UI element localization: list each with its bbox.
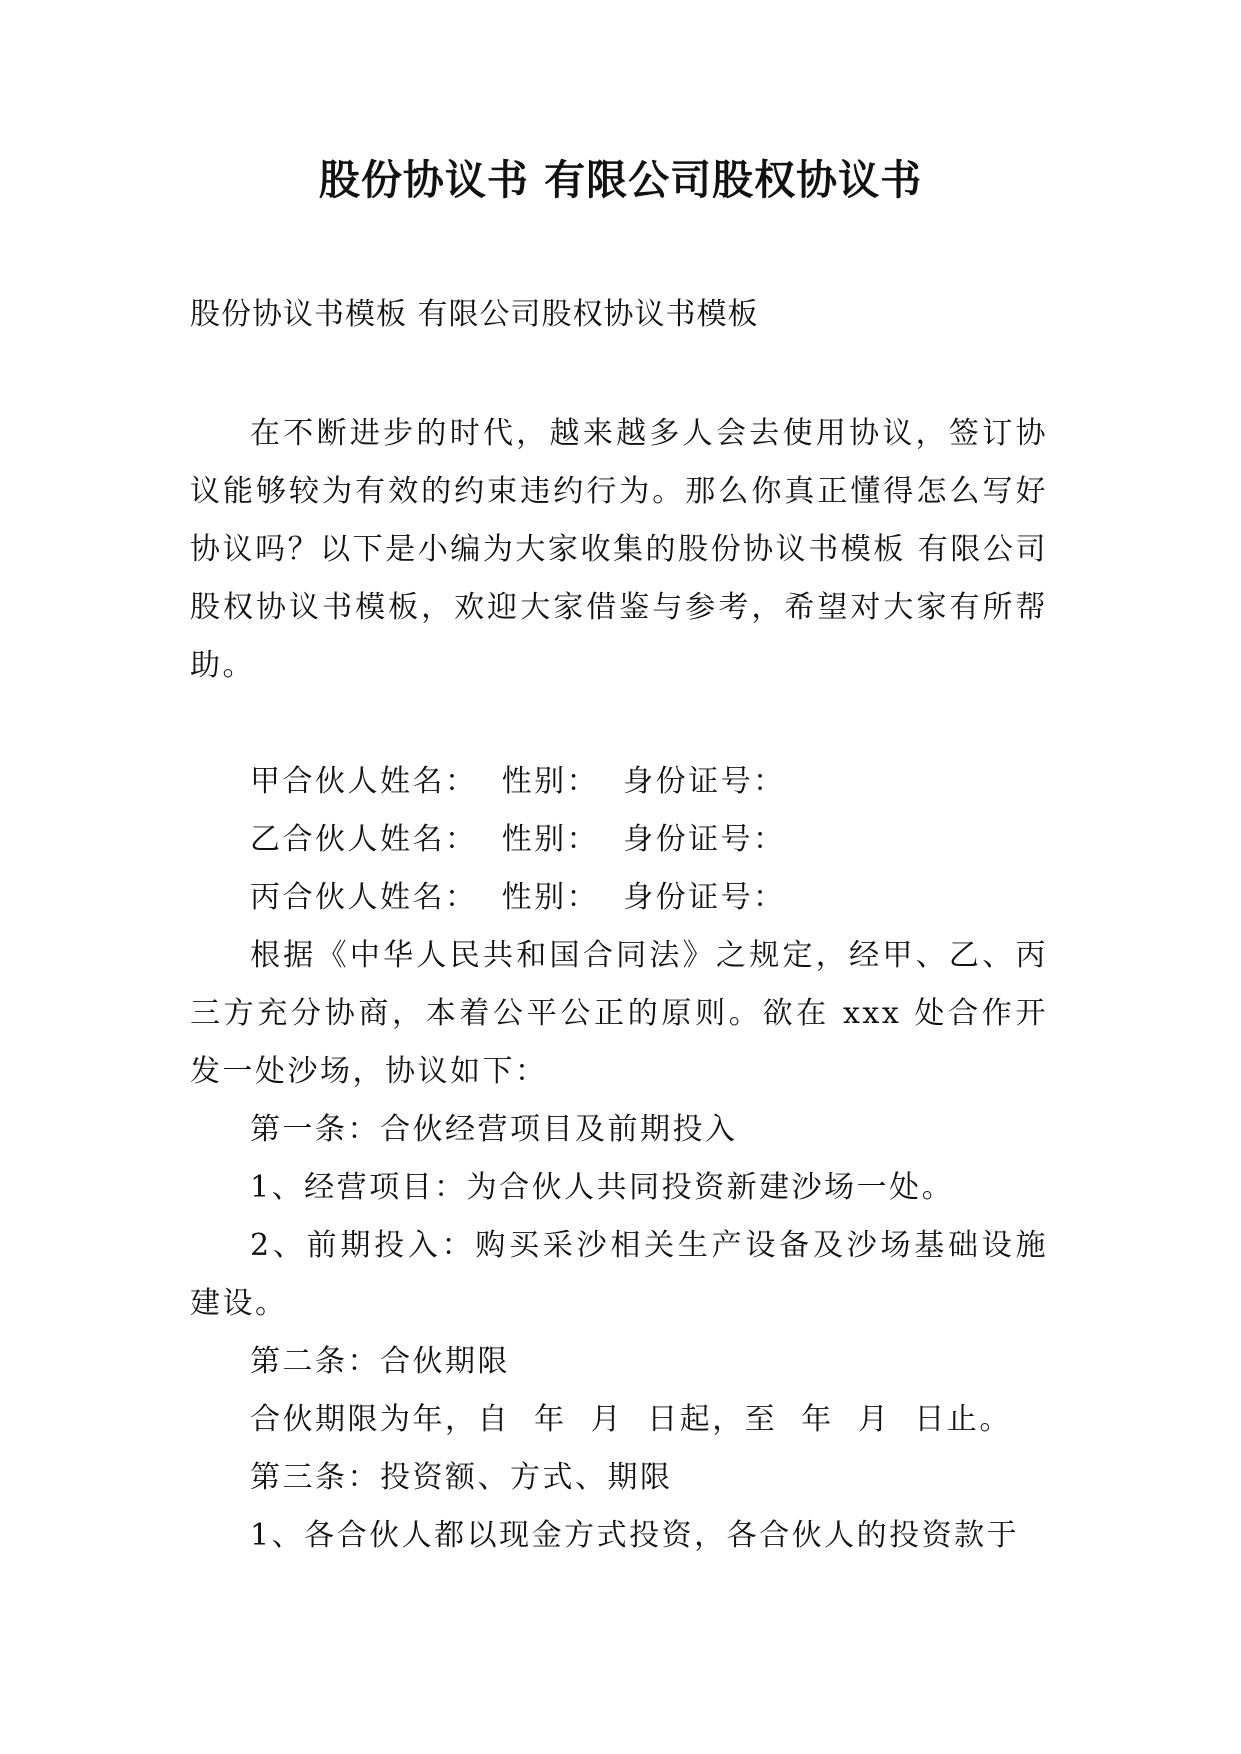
partner-a-line: 甲合伙人姓名： 性别： 身份证号： [250, 764, 786, 799]
intro-paragraph: 在不断进步的时代，越来越多人会去使用协议，签订协议能够较为有效的约束违约行为。那么你真正懂得怎么写好协议吗？以下是小编为大家收集的股份协议书模板 有限公司股权协议书模板，欢迎大家借鉴与参考，希望对大家有所帮助。 [190, 416, 1048, 683]
partner-b-line: 乙合伙人姓名： 性别： 身份证号： [250, 822, 786, 857]
document-subtitle: 股份协议书模板 有限公司股权协议书模板 [190, 297, 759, 332]
article-3-heading: 第三条：投资额、方式、期限 [250, 1460, 673, 1495]
article-2-heading: 第二条：合伙期限 [250, 1344, 510, 1379]
article-1-heading: 第一条：合伙经营项目及前期投入 [250, 1112, 738, 1147]
document-title: 股份协议书 有限公司股权协议书 [318, 156, 923, 204]
article-2-text: 合伙期限为年，自 年 月 日起，至 年 月 日止。 [250, 1402, 1012, 1437]
article-1-item-2: 2、前期投入：购买采沙相关生产设备及沙场基础设施建设。 [190, 1228, 1048, 1321]
article-1-item-1: 1、经营项目：为合伙人共同投资新建沙场一处。 [250, 1170, 955, 1205]
partner-c-line: 丙合伙人姓名： 性别： 身份证号： [250, 880, 786, 915]
article-3-item-1: 1、各合伙人都以现金方式投资，各合伙人的投资款于 [250, 1518, 1020, 1553]
document-body [190, 405, 1048, 1565]
preamble-paragraph: 根据《中华人民共和国合同法》之规定，经甲、乙、丙三方充分协商，本着公平公正的原则。欲在 xxx 处合作开发一处沙场，协议如下： [190, 938, 1048, 1089]
paragraph-gap [190, 695, 1048, 753]
